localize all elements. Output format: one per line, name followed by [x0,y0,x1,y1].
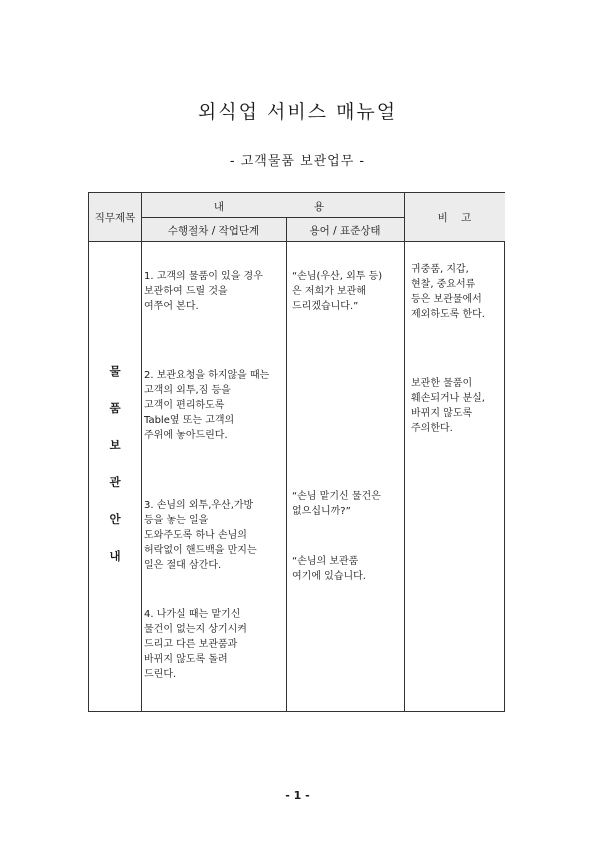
header-duty-title: 직무제목 [94,212,136,224]
duty-title-char: 안 [109,512,121,526]
document-subtitle: - 고객물품 보관업무 - [229,154,366,169]
header-remarks: 비 고 [437,212,472,224]
header-content-left: 내 [213,201,225,213]
standard-phrase-1: “손님(우산, 외투 등) 은 저희가 보관해 드리겠습니다.” [292,271,383,312]
procedure-step-4: 4. 나가실 때는 맡기신 물건이 없는지 상기시켜 드리고 다른 보관품과 바뀌지 않도록 돌려 드린다. [144,609,247,680]
standard-phrase-3: “손님의 보관품 여기에 있습니다. [292,556,366,582]
divider-procedure [286,217,287,711]
header-phrase: 용어 / 표준상태 [309,225,381,237]
divider-duty [141,193,142,711]
header-procedure: 수행절차 / 작업단계 [167,225,260,237]
standard-phrase-2: “손님 맡기신 물건은 없으십니까?” [292,491,381,517]
header-content-right: 용 [313,201,325,213]
page-number: - 1 - [285,789,310,802]
procedure-step-3: 3. 손님의 외투,우산,가방 등을 놓는 일을 도와주도록 하나 손님의 허락없이 핸드백을 만지는 일은 절대 삼간다. [144,500,257,571]
remark-1: 귀중품, 지갑, 현찰, 중요서류 등은 보관물에서 제외하도록 한다. [411,264,485,320]
duty-title-char: 내 [109,549,121,563]
divider-header-bottom [89,241,504,242]
remark-2: 보관한 물품이 훼손되거나 분실, 바뀌지 않도록 주의한다. [411,378,485,434]
duty-title-char: 관 [109,475,121,489]
document-title: 외식업 서비스 매뉴얼 [197,101,398,123]
procedure-step-2: 2. 보관요청을 하지않을 때는 고객의 외투,짐 등을 고객이 편리하도록 Table옆 또는 고객의 주위에 놓아드린다. [144,370,270,441]
procedure-step-1: 1. 고객의 물품이 있을 경우 보관하여 드릴 것을 여쭈어 본다. [144,271,263,312]
divider-remarks [404,193,405,711]
duty-title-char: 물 [109,364,121,378]
duty-title-char: 품 [109,401,121,415]
duty-title-vertical [89,363,141,585]
service-table [88,192,505,712]
divider-header-mid [141,217,404,218]
duty-title-char: 보 [109,438,121,452]
